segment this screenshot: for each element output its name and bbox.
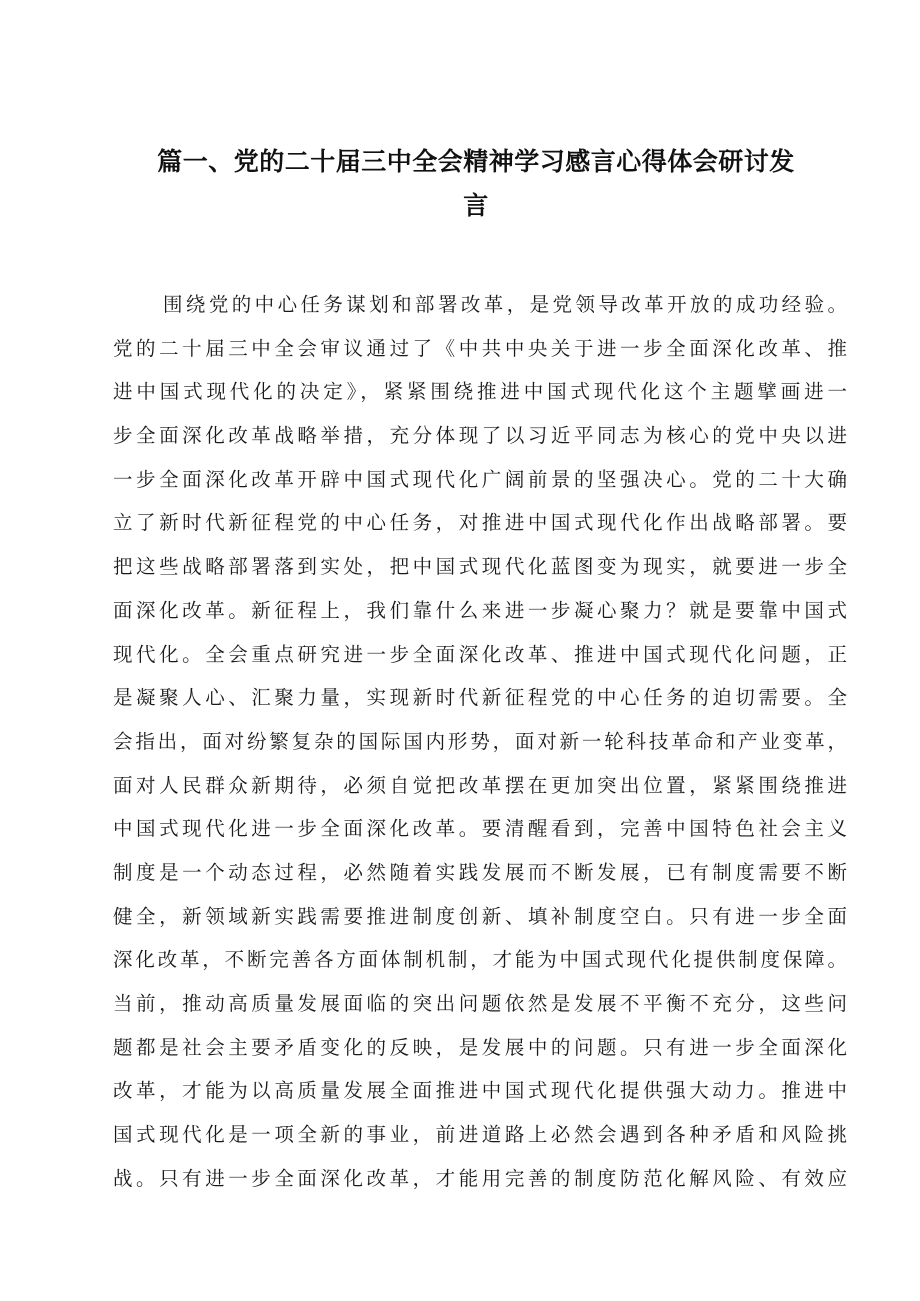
- body-line: 健全，新领域新实践需要推进制度创新、填补制度空白。只有进一步全面: [113, 904, 847, 928]
- body-line: 题都是社会主要矛盾变化的反映，是发展中的问题。只有进一步全面深化: [113, 1035, 847, 1059]
- body-line: 党的二十届三中全会审议通过了《中共中央关于进一步全面深化改革、推: [113, 336, 847, 360]
- body-line: 围绕党的中心任务谋划和部署改革，是党领导改革开放的成功经验。: [163, 293, 847, 316]
- body-line: 国式现代化是一项全新的事业，前进道路上必然会遇到各种矛盾和风险挑: [113, 1123, 847, 1147]
- document-body: [113, 283, 847, 1200]
- title-line-1: 篇一、党的二十届三中全会精神学习感言心得体会研讨发: [157, 147, 795, 176]
- body-line: 步全面深化改革战略举措，充分体现了以习近平同志为核心的党中央以进: [113, 424, 847, 448]
- body-line: 把这些战略部署落到实处，把中国式现代化蓝图变为现实，就要进一步全: [113, 555, 847, 579]
- body-line: 面对人民群众新期待，必须自觉把改革摆在更加突出位置，紧紧围绕推进: [113, 773, 847, 797]
- body-line: 是凝聚人心、汇聚力量，实现新时代新征程党的中心任务的迫切需要。全: [113, 686, 847, 710]
- body-line: 当前，推动高质量发展面临的突出问题依然是发展不平衡不充分，这些问: [113, 992, 847, 1015]
- body-line: 深化改革，不断完善各方面体制机制，才能为中国式现代化提供制度保障。: [113, 948, 847, 972]
- body-line: 改革，才能为以高质量发展全面推进中国式现代化提供强大动力。推进中: [113, 1079, 847, 1103]
- body-line: 现代化。全会重点研究进一步全面深化改革、推进中国式现代化问题，正: [113, 642, 847, 666]
- body-line: 中国式现代化进一步全面深化改革。要清醒看到，完善中国特色社会主义: [113, 817, 847, 841]
- body-line: 制度是一个动态过程，必然随着实践发展而不断发展，已有制度需要不断: [113, 860, 847, 884]
- body-line: 战。只有进一步全面深化改革，才能用完善的制度防范化解风险、有效应: [113, 1166, 847, 1190]
- document-title: [150, 140, 802, 228]
- body-line: 进中国式现代化的决定》，紧紧围绕推进中国式现代化这个主题擘画进一: [113, 380, 847, 404]
- title-line-2: 言: [463, 191, 489, 220]
- body-line: 立了新时代新征程党的中心任务，对推进中国式现代化作出战略部署。要: [113, 511, 847, 535]
- body-line: 一步全面深化改革开辟中国式现代化广阔前景的坚强决心。党的二十大确: [113, 467, 847, 491]
- body-line: 会指出，面对纷繁复杂的国际国内形势，面对新一轮科技革命和产业变革，: [113, 729, 847, 753]
- body-line: 面深化改革。新征程上，我们靠什么来进一步凝心聚力？就是要靠中国式: [113, 598, 847, 622]
